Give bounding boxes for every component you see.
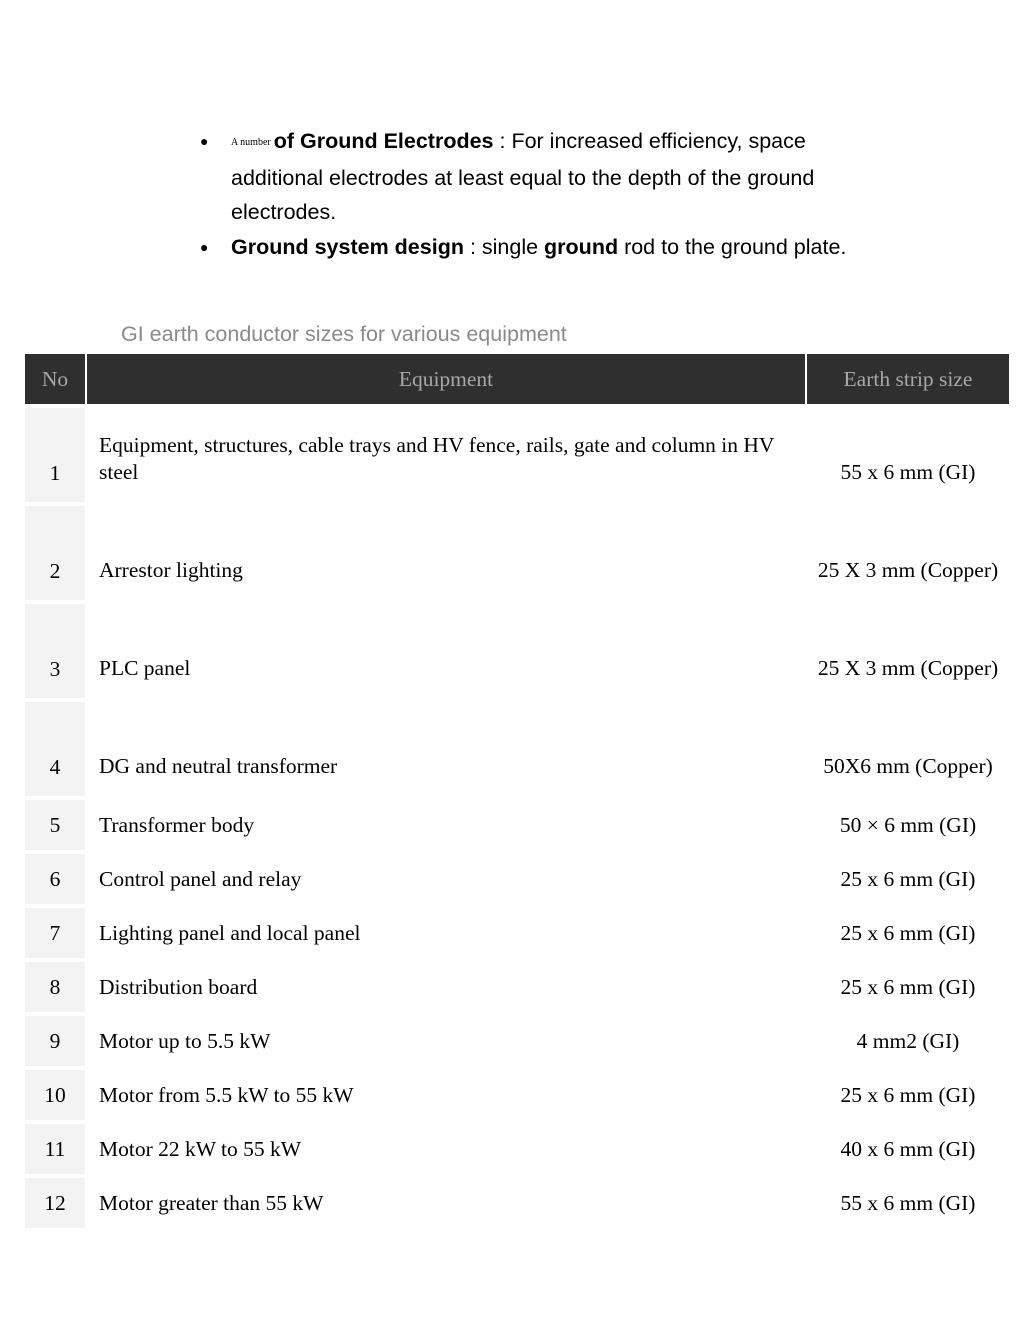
cell-earth-strip-size: 4 mm2 (GI) xyxy=(856,1028,960,1053)
table-row xyxy=(25,1178,1009,1228)
table-row xyxy=(25,800,1009,850)
cell-earth-strip-size: 25 X 3 mm (Copper) xyxy=(817,558,999,582)
earth-conductor-table xyxy=(23,350,1011,1232)
table-header-row xyxy=(25,354,1009,404)
cell-earth-strip-size: 50 × 6 mm (GI) xyxy=(839,812,977,837)
bullet-bold-term: of Ground Electrodes xyxy=(273,129,494,153)
bullet-bold-term: Ground system design xyxy=(231,234,464,259)
cell-earth-strip-size: 25 x 6 mm (GI) xyxy=(840,866,976,891)
cell-equipment: Motor 22 kW to 55 kW xyxy=(99,1136,302,1161)
cell-equipment: Control panel and relay xyxy=(99,866,302,891)
cell-earth-strip-size: 40 x 6 mm (GI) xyxy=(840,1136,976,1161)
table-caption: GI earth conductor sizes for various equipment xyxy=(121,322,567,346)
cell-equipment: Distribution board xyxy=(99,974,258,999)
cell-equipment: DG and neutral transformer xyxy=(99,754,338,778)
cell-equipment: Equipment, structures, cable trays and HV fence, rails, gate and column in HV steel xyxy=(99,433,775,484)
table-row xyxy=(25,506,1009,600)
cell-equipment: PLC panel xyxy=(99,656,191,680)
cell-equipment: Motor up to 5.5 kW xyxy=(99,1028,271,1053)
table-row xyxy=(25,854,1009,904)
cell-earth-strip-size: 50X6 mm (Copper) xyxy=(823,754,993,778)
cell-no: 10 xyxy=(25,1070,85,1120)
bullet-text: : single xyxy=(463,234,545,259)
cell-no: 9 xyxy=(25,1016,85,1066)
cell-no: 1 xyxy=(25,408,85,502)
bullet-ground-electrodes xyxy=(196,124,886,230)
header-equipment: Equipment xyxy=(87,354,805,404)
table-row xyxy=(25,1016,1009,1066)
cell-no: 5 xyxy=(25,800,85,850)
cell-equipment: Transformer body xyxy=(99,812,255,837)
cell-no: 6 xyxy=(25,854,85,904)
table-row xyxy=(25,1070,1009,1120)
bullet-text: : For increased efficiency, space additional electrodes at least equal to the depth of the ground electrodes. xyxy=(231,129,815,224)
header-earth-strip-size: Earth strip size xyxy=(807,354,1009,404)
table-body xyxy=(25,408,1009,1228)
bullet-bold-word: ground xyxy=(544,234,619,259)
table-row xyxy=(25,604,1009,698)
bullet-dot-icon: ● xyxy=(200,238,209,255)
cell-equipment: Motor greater than 55 kW xyxy=(99,1190,324,1215)
cell-no: 4 xyxy=(25,702,85,796)
table-row xyxy=(25,908,1009,958)
bullet-text-end: rod to the ground plate. xyxy=(618,234,847,259)
cell-earth-strip-size: 25 x 6 mm (GI) xyxy=(840,1082,976,1107)
table-row xyxy=(25,702,1009,796)
bullet-ground-system-design xyxy=(196,230,886,265)
table-row xyxy=(25,408,1009,502)
cell-earth-strip-size: 25 x 6 mm (GI) xyxy=(840,920,976,945)
header-no: No xyxy=(25,354,85,404)
cell-earth-strip-size: 55 x 6 mm (GI) xyxy=(840,460,976,484)
cell-no: 12 xyxy=(25,1178,85,1228)
cell-earth-strip-size: 25 x 6 mm (GI) xyxy=(840,974,976,999)
cell-equipment: Motor from 5.5 kW to 55 kW xyxy=(99,1082,354,1107)
table-row xyxy=(25,1124,1009,1174)
cell-no: 11 xyxy=(25,1124,85,1174)
cell-no: 7 xyxy=(25,908,85,958)
cell-no: 2 xyxy=(25,506,85,600)
cell-equipment: Lighting panel and local panel xyxy=(99,920,361,945)
bullet-small-prefix: A number xyxy=(231,137,271,148)
table-row xyxy=(25,962,1009,1012)
cell-earth-strip-size: 55 x 6 mm (GI) xyxy=(840,1190,976,1215)
cell-equipment: Arrestor lighting xyxy=(99,558,243,582)
cell-no: 8 xyxy=(25,962,85,1012)
cell-no: 3 xyxy=(25,604,85,698)
bullet-list xyxy=(196,124,886,264)
cell-earth-strip-size: 25 X 3 mm (Copper) xyxy=(817,656,999,680)
bullet-dot-icon: ● xyxy=(200,133,209,149)
